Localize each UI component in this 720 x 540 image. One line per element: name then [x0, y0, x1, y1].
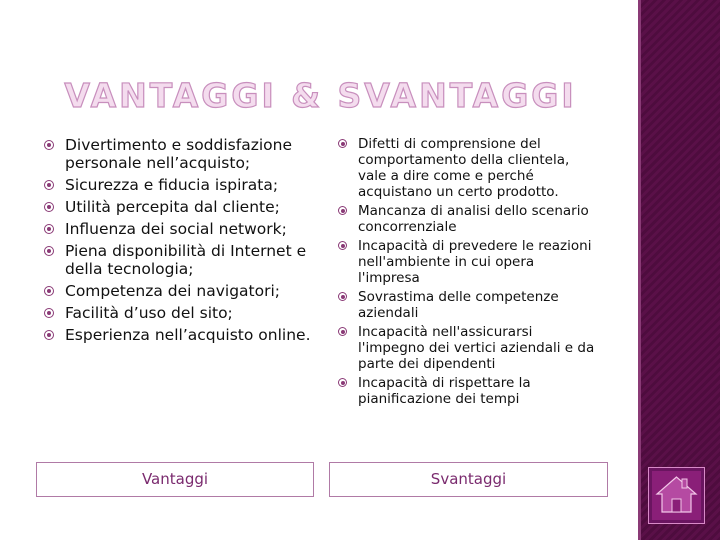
list-item: Incapacità nell'assicurarsi l'impegno dei vertici aziendali e da parte dei dipendenti	[338, 324, 600, 372]
bullet-icon	[338, 206, 347, 215]
slide-title: VANTAGGI & SVANTAGGI	[64, 76, 577, 115]
list-item: Mancanza di analisi dello scenario concorrenziale	[338, 203, 600, 235]
bullet-icon	[44, 140, 54, 150]
bullet-icon	[44, 308, 54, 318]
list-item: Incapacità di prevedere le reazioni nell'ambiente in cui opera l'impresa	[338, 238, 600, 286]
bullet-icon	[338, 241, 347, 250]
home-icon	[649, 468, 704, 523]
bullet-icon	[338, 378, 347, 387]
bullet-icon	[338, 327, 347, 336]
bullet-icon	[44, 202, 54, 212]
bullet-icon	[44, 224, 54, 234]
list-item: Sicurezza e fiducia ispirata;	[44, 176, 314, 194]
home-button[interactable]	[648, 467, 705, 524]
list-item: Difetti di comprensione del comportamento della clientela, vale a dire come e perché acquistano un certo prodotto.	[338, 136, 600, 200]
list-item: Divertimento e soddisfazione personale nell’acquisto;	[44, 136, 314, 172]
list-item: Facilità d’uso del sito;	[44, 304, 314, 322]
vantaggi-label-box: Vantaggi	[36, 462, 314, 497]
bullet-icon	[338, 139, 347, 148]
svantaggi-list	[338, 136, 600, 410]
list-item: Competenza dei navigatori;	[44, 282, 314, 300]
bullet-icon	[44, 180, 54, 190]
list-item: Sovrastima delle competenze aziendali	[338, 289, 600, 321]
list-item: Incapacità di rispettare la pianificazione dei tempi	[338, 375, 600, 407]
decorative-side-band	[641, 0, 720, 540]
list-item: Utilità percepita dal cliente;	[44, 198, 314, 216]
list-item: Influenza dei social network;	[44, 220, 314, 238]
vantaggi-list	[44, 136, 314, 348]
bullet-icon	[44, 246, 54, 256]
bullet-icon	[44, 286, 54, 296]
list-item: Piena disponibilità di Internet e della tecnologia;	[44, 242, 314, 278]
bullet-icon	[338, 292, 347, 301]
svantaggi-label-box: Svantaggi	[329, 462, 608, 497]
bullet-icon	[44, 330, 54, 340]
list-item: Esperienza nell’acquisto online.	[44, 326, 314, 344]
